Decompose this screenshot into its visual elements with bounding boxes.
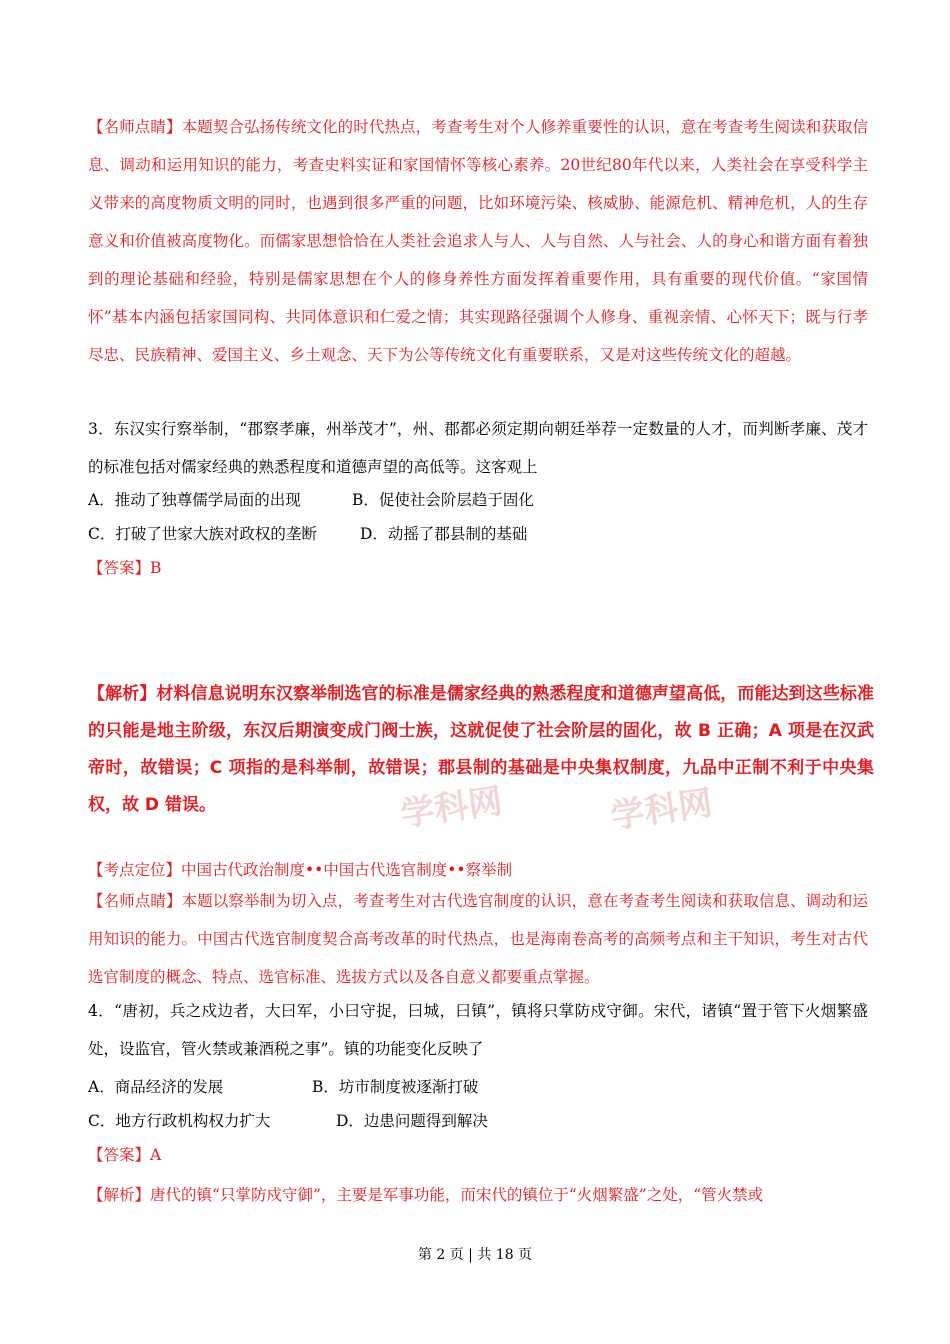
tip-tag: 【名师点睛】	[88, 118, 182, 136]
watermark: 学科网	[398, 781, 505, 835]
q3-point-tag: 【考点定位】	[88, 861, 182, 879]
q3-point-text: 中国古代政治制度••中国古代选官制度••察举制	[181, 861, 513, 879]
question-3-stem	[88, 410, 868, 486]
q3-option-a: A．推动了独尊儒学局面的出现	[88, 491, 301, 509]
q4-answer	[88, 1143, 161, 1165]
question-4-text: 4．“唐初，兵之戍边者，大曰军，小曰守捉，曰城，曰镇”，镇将只掌防戍守御。宋代，诸镇“置于管下火烟繁盛处，设监官，管火禁或兼酒税之事”。镇的功能变化反映了	[88, 1002, 868, 1058]
q4-analysis-text: 唐代的镇“只掌防戍守御”，主要是军事功能，而宋代的镇位于“火烟繁盛”之处，“管火禁或	[150, 1186, 764, 1204]
q3-answer-tag: 【答案】	[88, 559, 151, 577]
page-footer: 第 2 页 | 共 18 页	[417, 1247, 533, 1263]
tip-tag-2: 【名师点睛】	[88, 892, 182, 910]
question-3-text: 3．东汉实行察举制，“郡察孝廉，州举茂才”，州、郡都必须定期向朝廷举荐一定数量的人才，而判断孝廉、茂才的标准包括对儒家经典的熟悉程度和道德声望的高低等。这客观上	[88, 420, 868, 476]
q3-answer-value: B	[150, 559, 162, 577]
q4-option-a: A．商品经济的发展	[88, 1078, 224, 1096]
q3-point	[88, 858, 512, 880]
q3-option-b: B．促使社会阶层趋于固化	[352, 491, 534, 509]
q4-answer-value: A	[150, 1146, 162, 1164]
watermark: 学科网	[608, 783, 715, 837]
tip-paragraph-2	[88, 882, 868, 996]
q4-option-b: B．坊市制度被逐渐打破	[312, 1078, 479, 1096]
tip-text-2: 本题以察举制为切入点，考查考生对古代选官制度的认识，意在考查考生阅读和获取信息、调动和运用知识的能力。中国古代选官制度契合高考改革的时代热点，也是海南卷高考的高频考点和主干知识，考生对古代选官制度的概念、特点、选官标准、选拔方式以及各自意义都要重点掌握。	[88, 892, 868, 986]
q4-answer-tag: 【答案】	[88, 1146, 151, 1164]
q3-option-d: D．动摇了郡县制的基础	[360, 525, 528, 543]
question-4-stem	[88, 992, 868, 1068]
q4-analysis-tag: 【解析】	[88, 1186, 151, 1204]
q4-option-d: D．边患问题得到解决	[336, 1112, 488, 1130]
q3-analysis: 【解析】材料信息说明东汉察举制选官的标准是儒家经典的熟悉程度和道德声望高低，而能达到这些标准的只能是地主阶级，东汉后期演变成门阀士族，这就促使了社会阶层的固化，故 B 正确；A 项是在汉武帝时，故错误；C 项指的是科举制，故错误；郡县制的基础是中央集权制度，九品中正制不利于中央集权，故 D 错误。	[88, 684, 874, 815]
tip-text: 本题契合弘扬传统文化的时代热点，考查考生对个人修养重要性的认识，意在考查考生阅读和获取信息、调动和运用知识的能力，考查史料实证和家国情怀等核心素养。20世纪80年代以来，人类社会在享受科学主义带来的高度物质文明的同时，也遇到很多严重的问题，比如环境污染、核威胁、能源危机、精神危机，人的生存意义和价值被高度物化。而儒家思想恰恰在人类社会追求人与人、人与自然、人与社会、人的身心和谐方面有着独到的理论基础和经验，特别是儒家思想在个人的修身养性方面发挥着重要作用，具有重要的现代价值。“家国情怀”基本内涵包括家国同构、共同体意识和仁爱之情；其实现路径强调个人修身、重视亲情、心怀天下；既与行孝尽忠、民族精神、爱国主义、乡土观念、天下为公等传统文化有重要联系，又是对这些传统文化的超越。	[88, 118, 868, 364]
q3-answer	[88, 556, 161, 578]
tip-paragraph-1	[88, 108, 868, 374]
q3-option-c: C．打破了世家大族对政权的垄断	[88, 525, 317, 543]
q4-analysis	[88, 1183, 763, 1205]
q4-option-c: C．地方行政机构权力扩大	[88, 1112, 271, 1130]
